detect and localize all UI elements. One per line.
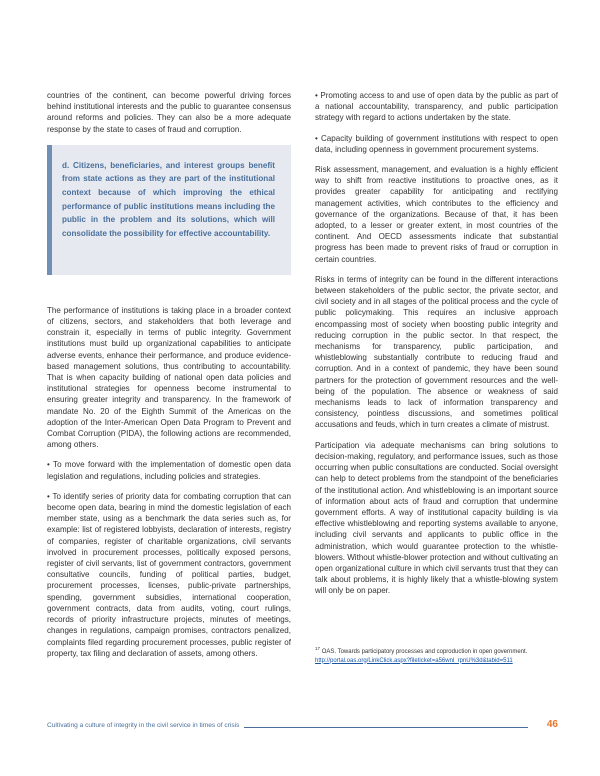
paragraph: Risk assessment, management, and evaluation is a highly efficient way to shift from reactive institutions to proactive ones, as it provides greater capability for anticipating and rectifying management activities, which contributes to the efficiency and governance of the organizations. Because of that, it has been adopted, to a lesser or greater extent, in most countries of the continent. And OECD assessments indicate that substantial progress has been made to prevent risks of fraud or corruption in certain countries. [315, 165, 558, 264]
footnote-link[interactable]: http://portal.oas.org/LinkClick.aspx?fileticket=a56wnl_rpnU%3d&tabid=511 [315, 657, 513, 664]
bullet-item: • Capacity building of government institutions with respect to open data, including openness in government procurement systems. [315, 133, 558, 154]
right-column [315, 90, 558, 606]
bullet-item: • To move forward with the implementation of domestic open data legislation and regulations, including policies and strategies. [47, 460, 291, 481]
bullet-item: • To identify series of priority data for combating corruption that can become open data, bearing in mind the domestic legislation of each member state, using as a benchmark the data series such as, for example: list of registered lobbyists, declaration of interests, registry of companies, register of charitable organizations, civil servants involved in procurement processes, politically exposed persons, register of civil servants, list of government contractors, government consultative councils, funding of political parties, budget, procurement processes, licenses, public-private partnerships, spending, government subsidies, international cooperation, government contracts, data from audits, voting, court rulings, records of priority infrastructure projects, minutes of meetings, changes in regulations, campaign promises, contractors penalized, complaints filed regarding procurement processes, public register of property, tax filing and declaration of assets, among others. [47, 491, 291, 658]
paragraph: The performance of institutions is taking place in a broader context of citizens, sectors, and stakeholders that both leverage and constrain it, especially in terms of public integrity. Government institutions must build up organizational capabilities to anticipate adverse events, enhance their performance, and produce evidence-based management solutions, thus contributing to accountability. That is when capacity building of national open data policies and institutional strategies for openness become instrumental to ensuring greater integrity and transparency. In the framework of mandate No. 20 of the Eighth Summit of the Americas on the adoption of the Inter-American Open Data Program to Prevent and Combat Corruption (PIDA), the following actions are recommended, among others. [47, 305, 291, 450]
footer-divider [244, 727, 528, 728]
footnote-text: OAS. Towards participatory processes and coproduction in open government. [321, 649, 528, 655]
paragraph: Risks in terms of integrity can be found in the different interactions between stakeholders of the public sector, the private sector, and civil society and in all stages of the political process and the cycle of public policymaking. This requires an inclusive approach encompassing most of society when boosting public integrity and reducing corruption in the public sector. In that respect, the mechanisms for transparency, public participation, and whistleblowing substantially contribute to reducing fraud and corruption. And in a context of pandemic, they have been sound partners for the protection of government resources and the well-being of the population. The absence or weakness of said mechanisms leads to lack of information transparency and consistency, pointless discussions, and sometimes political accusations and feuds, which in turn creates a climate of mistrust. [315, 274, 558, 430]
page-footer [47, 720, 558, 734]
footnote-number: 17 [315, 646, 321, 651]
paragraph: countries of the continent, can become powerful driving forces behind institutional interests and the public to guarantee consensus around reforms and policies. They can also be a more adequate response by the state to cases of fraud and corruption. [47, 91, 291, 134]
footnote [315, 645, 558, 665]
paragraph: Participation via adequate mechanisms can bring solutions to decision-making, regulatory, and performance issues, such as those occurring when public consultations are conducted. Social oversight can help to detect problems from the standpoint of the beneficiaries of the institutional action. And whistleblowing is an important source of information about acts of fraud and corruption that undermine government efforts. A way of institutional capacity building is via effective whistleblowing and reporting systems available to anyone, including civil servants and applicants to public office in the administration, which would guarantee protection to the whistle-blowers. Without whistle-blower protection and without cultivating an open organizational culture in which civil servants trust that they can talk about problems, it is highly likely that a whistle-blowing system will only be on paper. [315, 440, 558, 596]
page-number: 46 [546, 719, 558, 730]
callout-box: d. Citizens, beneficiaries, and interest groups benefit from state actions as they are part of the institutional context because of which improving the ethical performance of public institutions means including the public in the problem and its solutions, which will consolidate the possibility for effective accountability. [47, 145, 291, 275]
bullet-item: • Promoting access to and use of open data by the public as part of a national accountability, transparency, and public participation strategy with regard to actions undertaken by the state. [315, 91, 558, 123]
left-column [47, 90, 291, 668]
footer-title: Cultivating a culture of integrity in the civil service in times of crisis [47, 722, 240, 729]
